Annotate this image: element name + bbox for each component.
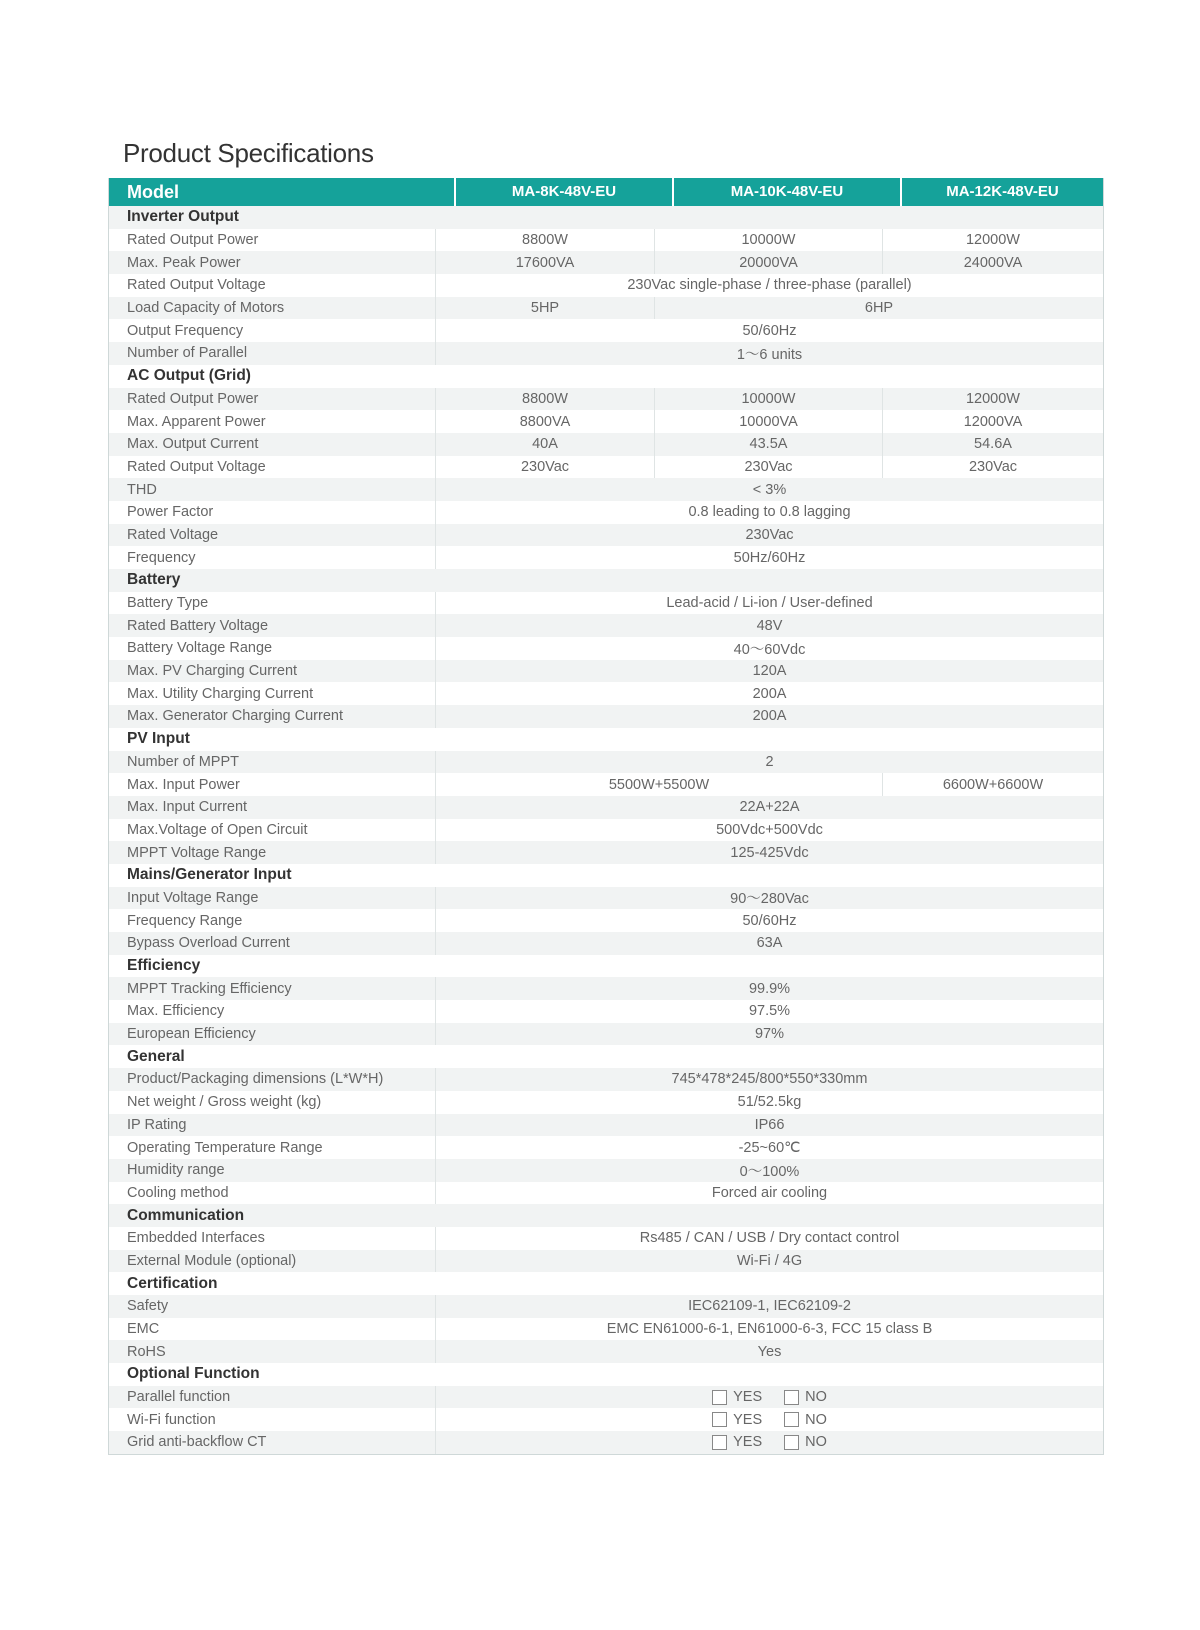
spec-label: Grid anti-backflow CT — [109, 1431, 436, 1454]
spec-label: Power Factor — [109, 501, 436, 524]
table-row — [109, 1227, 1103, 1250]
spec-value: 2 — [765, 753, 774, 770]
spec-label: MPPT Tracking Efficiency — [109, 977, 436, 1000]
table-row — [109, 229, 1103, 252]
spec-label: Number of Parallel — [109, 342, 436, 365]
table-row — [109, 501, 1103, 524]
spec-label: Embedded Interfaces — [109, 1227, 436, 1250]
section-title: Communication — [127, 1206, 245, 1224]
section-row — [109, 206, 1103, 229]
no-checkbox[interactable] — [784, 1390, 799, 1405]
spec-value: 12000W — [882, 229, 1103, 252]
section-row — [109, 864, 1103, 887]
spec-label: Safety — [109, 1295, 436, 1318]
table-row — [109, 251, 1103, 274]
table-header — [109, 178, 1103, 206]
section-row — [109, 365, 1103, 388]
option-checkboxes — [436, 1386, 1103, 1409]
spec-value: 6600W+6600W — [882, 773, 1103, 796]
spec-value: 230Vac single-phase / three-phase (parallel) — [627, 277, 912, 294]
table-row — [109, 342, 1103, 365]
spec-value: 50Hz/60Hz — [733, 549, 806, 566]
spec-value: 90～280Vac — [730, 891, 809, 908]
table-row — [109, 1340, 1103, 1363]
no-checkbox[interactable] — [784, 1412, 799, 1427]
table-row — [109, 1159, 1103, 1182]
spec-label: IP Rating — [109, 1114, 436, 1137]
section-title: Certification — [127, 1274, 218, 1292]
spec-label: Battery Type — [109, 592, 436, 615]
table-row — [109, 1023, 1103, 1046]
section-title: AC Output (Grid) — [127, 367, 251, 385]
spec-label: Rated Battery Voltage — [109, 614, 436, 637]
yes-checkbox[interactable] — [712, 1390, 727, 1405]
spec-value: Rs485 / CAN / USB / Dry contact control — [639, 1230, 900, 1247]
spec-value: Wi-Fi / 4G — [736, 1252, 803, 1269]
table-row — [109, 319, 1103, 342]
spec-label: Number of MPPT — [109, 751, 436, 774]
spec-value: 500Vdc+500Vdc — [716, 821, 823, 838]
table-row — [109, 977, 1103, 1000]
spec-value: 97% — [754, 1026, 785, 1043]
spec-table — [108, 178, 1104, 1455]
spec-value: -25~60℃ — [738, 1139, 801, 1156]
spec-label: RoHS — [109, 1340, 436, 1363]
spec-value: 50/60Hz — [742, 322, 797, 339]
table-row — [109, 1318, 1103, 1341]
spec-value: IP66 — [754, 1116, 785, 1133]
spec-value: 20000VA — [654, 251, 882, 274]
spec-value: 63A — [756, 935, 783, 952]
table-row — [109, 841, 1103, 864]
spec-label: Rated Output Voltage — [109, 456, 436, 479]
spec-value: 10000W — [654, 229, 882, 252]
table-row — [109, 274, 1103, 297]
spec-label: Parallel function — [109, 1386, 436, 1409]
table-row — [109, 1182, 1103, 1205]
spec-value: 48V — [756, 617, 783, 634]
section-row — [109, 728, 1103, 751]
table-row — [109, 660, 1103, 683]
spec-value: 97.5% — [748, 1003, 791, 1020]
spec-label: Load Capacity of Motors — [109, 297, 436, 320]
table-row — [109, 478, 1103, 501]
no-checkbox[interactable] — [784, 1435, 799, 1450]
section-title: Efficiency — [127, 957, 201, 975]
table-row — [109, 1091, 1103, 1114]
spec-rows — [109, 206, 1103, 1454]
section-title: General — [127, 1047, 185, 1065]
spec-value: 120A — [752, 663, 787, 680]
yes-checkbox[interactable] — [712, 1412, 727, 1427]
spec-value: Yes — [757, 1343, 782, 1360]
table-row — [109, 819, 1103, 842]
spec-label: Frequency — [109, 546, 436, 569]
table-row — [109, 1431, 1103, 1454]
spec-value: 43.5A — [654, 433, 882, 456]
yes-label: YES — [733, 1434, 763, 1451]
spec-label: THD — [109, 478, 436, 501]
table-row — [109, 456, 1103, 479]
model-column-header: MA-8K-48V-EU — [454, 178, 672, 206]
table-row — [109, 546, 1103, 569]
table-row — [109, 773, 1103, 796]
spec-label: Wi-Fi function — [109, 1408, 436, 1431]
spec-label: Max. Input Power — [109, 773, 436, 796]
section-row — [109, 1045, 1103, 1068]
no-option[interactable] — [784, 1412, 827, 1428]
section-row — [109, 1272, 1103, 1295]
spec-value: EMC EN61000-6-1, EN61000-6-3, FCC 15 class B — [606, 1321, 933, 1338]
table-row — [109, 637, 1103, 660]
spec-value: 8800W — [522, 232, 568, 249]
spec-label: Max. Apparent Power — [109, 410, 436, 433]
spec-value: 40A — [532, 436, 558, 453]
spec-value: 230Vac — [882, 456, 1103, 479]
spec-label: External Module (optional) — [109, 1250, 436, 1273]
no-label: NO — [805, 1411, 827, 1428]
spec-label: Max. PV Charging Current — [109, 660, 436, 683]
no-option[interactable] — [784, 1434, 827, 1450]
section-row — [109, 1363, 1103, 1386]
table-row — [109, 1068, 1103, 1091]
spec-value: IEC62109-1, IEC62109-2 — [688, 1298, 851, 1315]
model-column-header: MA-12K-48V-EU — [900, 178, 1103, 206]
spec-label: Product/Packaging dimensions (L*W*H) — [109, 1068, 436, 1091]
section-title: Battery — [127, 571, 181, 589]
yes-label: YES — [733, 1411, 763, 1428]
table-row — [109, 1295, 1103, 1318]
no-label: NO — [805, 1389, 827, 1406]
spec-value: 745*478*245/800*550*330mm — [671, 1071, 868, 1088]
option-checkboxes — [436, 1431, 1103, 1454]
yes-option[interactable] — [712, 1434, 762, 1450]
table-row — [109, 932, 1103, 955]
table-row — [109, 796, 1103, 819]
spec-label: EMC — [109, 1318, 436, 1341]
spec-value: 22A+22A — [739, 799, 800, 816]
spec-label: Battery Voltage Range — [109, 637, 436, 660]
table-row — [109, 592, 1103, 615]
spec-value: 12000VA — [882, 410, 1103, 433]
spec-value: Lead-acid / Li-ion / User-defined — [666, 595, 873, 612]
spec-label: MPPT Voltage Range — [109, 841, 436, 864]
section-row — [109, 569, 1103, 592]
spec-value: 0～100% — [739, 1163, 800, 1180]
table-row — [109, 705, 1103, 728]
table-row — [109, 682, 1103, 705]
spec-value: 17600VA — [515, 254, 575, 271]
section-title: PV Input — [127, 730, 190, 748]
table-row — [109, 297, 1103, 320]
spec-value: 0.8 leading to 0.8 lagging — [688, 504, 851, 521]
spec-label: Max.Voltage of Open Circuit — [109, 819, 436, 842]
spec-value: 6HP — [654, 297, 1103, 320]
spec-value: 50/60Hz — [742, 912, 797, 929]
spec-label: Max. Peak Power — [109, 251, 436, 274]
spec-label: Rated Output Power — [109, 229, 436, 252]
section-title: Mains/Generator Input — [127, 866, 292, 884]
spec-label: European Efficiency — [109, 1023, 436, 1046]
spec-label: Frequency Range — [109, 909, 436, 932]
spec-label: Rated Output Power — [109, 388, 436, 411]
spec-value: 12000W — [882, 388, 1103, 411]
spec-label: Bypass Overload Current — [109, 932, 436, 955]
table-row — [109, 1408, 1103, 1431]
spec-label: Max. Utility Charging Current — [109, 682, 436, 705]
spec-label: Net weight / Gross weight (kg) — [109, 1091, 436, 1114]
section-row — [109, 955, 1103, 978]
spec-value: 1～6 units — [736, 346, 803, 363]
spec-value: 40～60Vdc — [733, 641, 806, 658]
model-header-label: Model — [127, 182, 179, 202]
spec-value: 24000VA — [882, 251, 1103, 274]
spec-value: 125-425Vdc — [730, 844, 809, 861]
table-row — [109, 388, 1103, 411]
table-row — [109, 524, 1103, 547]
no-option[interactable] — [784, 1389, 827, 1405]
section-title: Inverter Output — [127, 208, 239, 226]
spec-value: 5HP — [530, 300, 560, 317]
model-column-header: MA-10K-48V-EU — [672, 178, 900, 206]
yes-option[interactable] — [712, 1389, 762, 1405]
table-row — [109, 1386, 1103, 1409]
spec-value: 51/52.5kg — [737, 1094, 802, 1111]
spec-label: Rated Voltage — [109, 524, 436, 547]
spec-label: Max. Efficiency — [109, 1000, 436, 1023]
no-label: NO — [805, 1434, 827, 1451]
table-row — [109, 909, 1103, 932]
table-row — [109, 1250, 1103, 1273]
spec-value: Forced air cooling — [711, 1184, 828, 1201]
spec-value: 230Vac — [654, 456, 882, 479]
spec-value: 99.9% — [748, 980, 791, 997]
yes-label: YES — [733, 1389, 763, 1406]
spec-value: 8800VA — [519, 413, 571, 430]
spec-label: Rated Output Voltage — [109, 274, 436, 297]
spec-value: 8800W — [522, 390, 568, 407]
spec-label: Max. Output Current — [109, 433, 436, 456]
table-row — [109, 410, 1103, 433]
page-title: Product Specifications — [123, 138, 374, 168]
section-row — [109, 1204, 1103, 1227]
section-title: Optional Function — [127, 1365, 260, 1383]
spec-label: Input Voltage Range — [109, 887, 436, 910]
spec-value: 200A — [752, 708, 787, 725]
spec-value: 5500W+5500W — [608, 776, 710, 793]
spec-label: Output Frequency — [109, 319, 436, 342]
spec-value: 10000VA — [654, 410, 882, 433]
spec-value: 230Vac — [520, 458, 570, 475]
spec-label: Operating Temperature Range — [109, 1136, 436, 1159]
yes-option[interactable] — [712, 1412, 762, 1428]
spec-label: Humidity range — [109, 1159, 436, 1182]
spec-value: 54.6A — [882, 433, 1103, 456]
table-row — [109, 751, 1103, 774]
table-row — [109, 1136, 1103, 1159]
spec-label: Max. Generator Charging Current — [109, 705, 436, 728]
table-row — [109, 433, 1103, 456]
option-checkboxes — [436, 1408, 1103, 1431]
table-row — [109, 1114, 1103, 1137]
table-row — [109, 614, 1103, 637]
spec-label: Cooling method — [109, 1182, 436, 1205]
table-row — [109, 1000, 1103, 1023]
yes-checkbox[interactable] — [712, 1435, 727, 1450]
table-row — [109, 887, 1103, 910]
spec-value: 200A — [752, 685, 787, 702]
spec-value: < 3% — [752, 481, 787, 498]
spec-value: 230Vac — [745, 526, 794, 543]
spec-label: Max. Input Current — [109, 796, 436, 819]
spec-value: 10000W — [654, 388, 882, 411]
